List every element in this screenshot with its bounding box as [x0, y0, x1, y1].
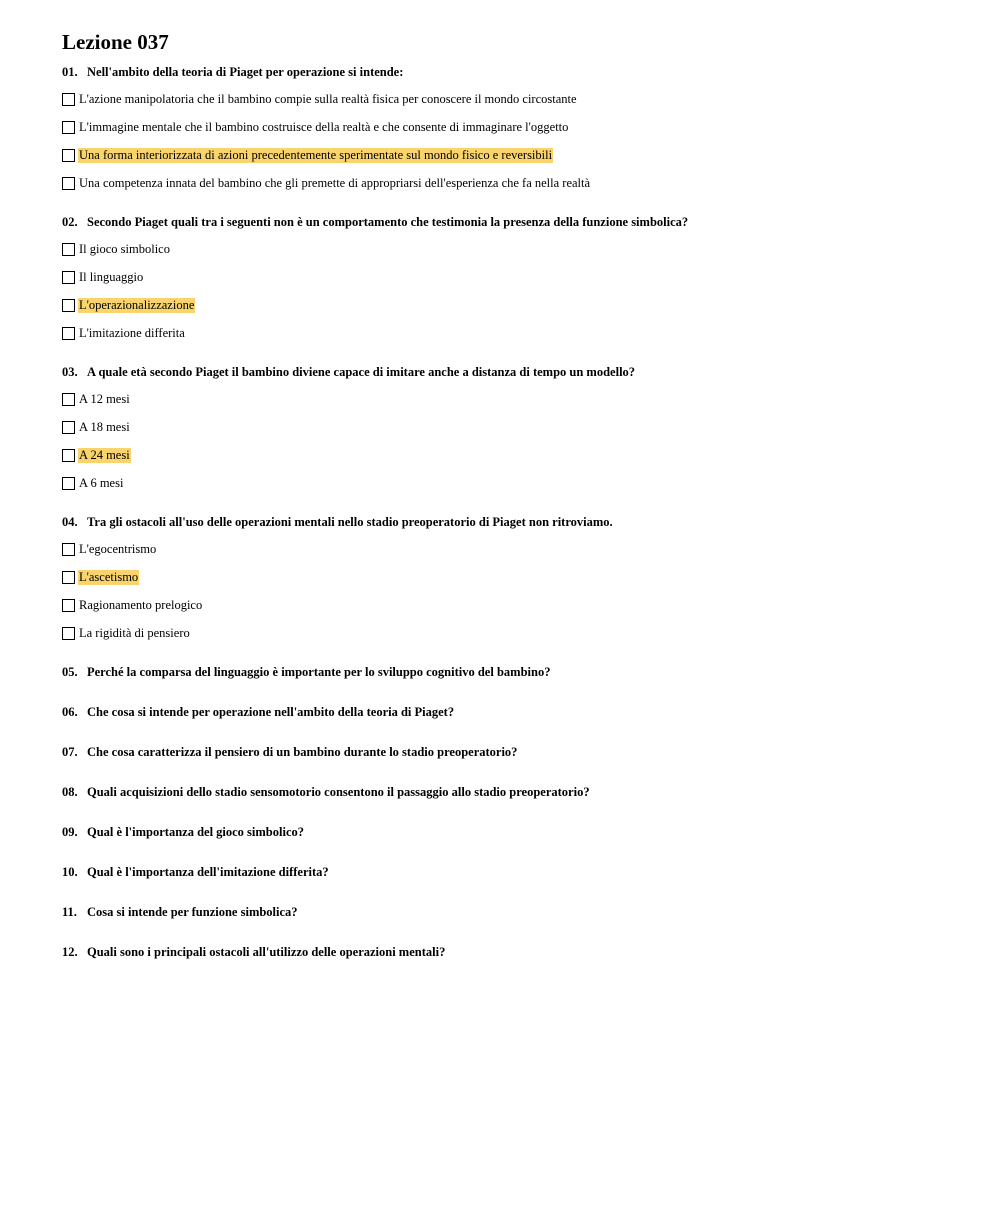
question-text	[62, 214, 962, 230]
spacer	[62, 880, 962, 904]
question-text	[62, 514, 962, 530]
answer-label: Una competenza innata del bambino che gli premette di appropriarsi dell'esperienza che fa nella realtà	[79, 176, 591, 190]
answer-label: L'egocentrismo	[79, 542, 157, 556]
question-number: 06.	[62, 705, 78, 719]
question-label: A quale età secondo Piaget il bambino diviene capace di imitare anche a distanza di tempo un modello?	[87, 365, 636, 379]
question-text	[62, 64, 962, 80]
answer-checkbox[interactable]	[62, 477, 75, 490]
answer-option[interactable]	[62, 119, 962, 136]
answer-checkbox[interactable]	[62, 271, 75, 284]
question-text	[62, 364, 962, 380]
question-label: Quali sono i principali ostacoli all'utilizzo delle operazioni mentali?	[87, 945, 446, 959]
spacer	[62, 760, 962, 784]
answer-label: L'immagine mentale che il bambino costruisce della realtà e che consente di immaginare l'oggetto	[79, 120, 569, 134]
spacer	[62, 342, 962, 364]
lesson-title: Lezione 037	[62, 30, 169, 54]
question-label: Qual è l'importanza del gioco simbolico?	[87, 825, 305, 839]
spacer	[62, 920, 962, 944]
answer-checkbox[interactable]	[62, 449, 75, 462]
spacer	[62, 642, 962, 664]
question-text	[62, 784, 962, 800]
answer-label-highlighted: A 24 mesi	[79, 448, 130, 462]
answer-option[interactable]	[62, 475, 962, 492]
answer-label: A 12 mesi	[79, 392, 130, 406]
quiz-page	[62, 28, 962, 984]
question-number: 07.	[62, 745, 78, 759]
question-label: Tra gli ostacoli all'uso delle operazioni mentali nello stadio preoperatorio di Piaget non ritroviamo.	[87, 515, 613, 529]
question-label: Nell'ambito della teoria di Piaget per operazione si intende:	[87, 65, 404, 79]
answer-option[interactable]	[62, 541, 962, 558]
question-12	[62, 944, 962, 984]
question-text	[62, 664, 962, 680]
question-number: 10.	[62, 865, 78, 879]
answer-checkbox[interactable]	[62, 121, 75, 134]
answer-checkbox[interactable]	[62, 327, 75, 340]
spacer	[62, 192, 962, 214]
question-label: Che cosa caratterizza il pensiero di un bambino durante lo stadio preoperatorio?	[87, 745, 518, 759]
question-10	[62, 864, 962, 904]
answer-label: Ragionamento prelogico	[79, 598, 203, 612]
question-text	[62, 904, 962, 920]
answer-checkbox[interactable]	[62, 543, 75, 556]
answer-option[interactable]	[62, 269, 962, 286]
spacer	[62, 680, 962, 704]
answer-option[interactable]	[62, 569, 962, 586]
question-text	[62, 944, 962, 960]
question-number: 04.	[62, 515, 78, 529]
answer-checkbox[interactable]	[62, 393, 75, 406]
spacer	[62, 960, 962, 984]
question-3	[62, 364, 962, 514]
question-label: Qual è l'importanza dell'imitazione differita?	[87, 865, 329, 879]
answer-checkbox[interactable]	[62, 299, 75, 312]
answer-checkbox[interactable]	[62, 177, 75, 190]
answer-label: A 18 mesi	[79, 420, 130, 434]
answer-checkbox[interactable]	[62, 627, 75, 640]
answer-option[interactable]	[62, 147, 962, 164]
question-2	[62, 214, 962, 364]
spacer	[62, 840, 962, 864]
answer-checkbox[interactable]	[62, 149, 75, 162]
question-number: 05.	[62, 665, 78, 679]
question-number: 12.	[62, 945, 78, 959]
question-5	[62, 664, 962, 704]
answer-option[interactable]	[62, 297, 962, 314]
question-1	[62, 64, 962, 214]
answer-label: Il gioco simbolico	[79, 242, 170, 256]
answer-label: La rigidità di pensiero	[79, 626, 190, 640]
answer-checkbox[interactable]	[62, 243, 75, 256]
spacer	[62, 800, 962, 824]
answer-label: A 6 mesi	[79, 476, 124, 490]
answer-label-highlighted: L'ascetismo	[79, 570, 139, 584]
question-label: Cosa si intende per funzione simbolica?	[87, 905, 298, 919]
answer-option[interactable]	[62, 419, 962, 436]
answer-checkbox[interactable]	[62, 571, 75, 584]
question-text	[62, 864, 962, 880]
question-number: 11.	[62, 905, 77, 919]
question-text	[62, 704, 962, 720]
question-11	[62, 904, 962, 944]
question-text	[62, 824, 962, 840]
question-number: 03.	[62, 365, 78, 379]
question-4	[62, 514, 962, 664]
question-number: 02.	[62, 215, 78, 229]
spacer	[62, 720, 962, 744]
question-8	[62, 784, 962, 824]
question-label: Quali acquisizioni dello stadio sensomotorio consentono il passaggio allo stadio preoperatorio?	[87, 785, 590, 799]
answer-checkbox[interactable]	[62, 599, 75, 612]
answer-label: L'imitazione differita	[79, 326, 185, 340]
answer-option[interactable]	[62, 241, 962, 258]
answer-option[interactable]	[62, 597, 962, 614]
spacer	[62, 492, 962, 514]
answer-checkbox[interactable]	[62, 421, 75, 434]
question-label: Secondo Piaget quali tra i seguenti non è un comportamento che testimonia la presenza della funzione simbolica?	[87, 215, 689, 229]
question-number: 01.	[62, 65, 78, 79]
answer-option[interactable]	[62, 391, 962, 408]
answer-checkbox[interactable]	[62, 93, 75, 106]
answer-option[interactable]	[62, 91, 962, 108]
answer-label-highlighted: L'operazionalizzazione	[79, 298, 195, 312]
question-6	[62, 704, 962, 744]
answer-option[interactable]	[62, 175, 962, 192]
answer-option[interactable]	[62, 325, 962, 342]
question-label: Perché la comparsa del linguaggio è importante per lo sviluppo cognitivo del bambino?	[87, 665, 551, 679]
question-label: Che cosa si intende per operazione nell'ambito della teoria di Piaget?	[87, 705, 455, 719]
question-number: 08.	[62, 785, 78, 799]
answer-option[interactable]	[62, 625, 962, 642]
question-list	[62, 64, 962, 984]
question-number: 09.	[62, 825, 78, 839]
answer-label: Il linguaggio	[79, 270, 144, 284]
answer-label: L'azione manipolatoria che il bambino compie sulla realtà fisica per conoscere il mondo circostante	[79, 92, 577, 106]
question-text	[62, 744, 962, 760]
question-9	[62, 824, 962, 864]
question-7	[62, 744, 962, 784]
answer-option[interactable]	[62, 447, 962, 464]
answer-label-highlighted: Una forma interiorizzata di azioni precedentemente sperimentate sul mondo fisico e reversibili	[79, 148, 553, 162]
